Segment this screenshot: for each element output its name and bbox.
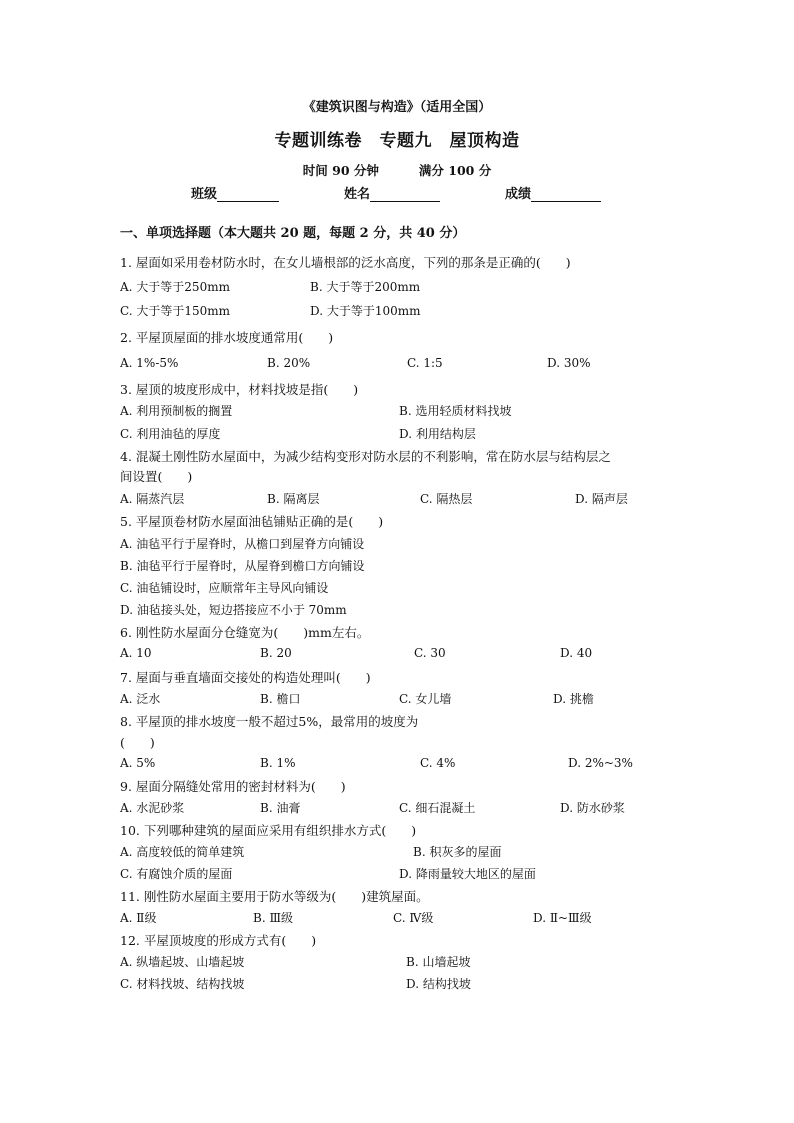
q12-option-c: C. 材料找坡、结构找坡: [120, 977, 245, 991]
question-8: 8. 平屋顶的排水坡度一般不超过5%，最常用的坡度为: [120, 714, 419, 729]
exam-meta: [0, 161, 794, 179]
q3-option-b: B. 选用轻质材料找坡: [399, 404, 512, 418]
full-score: 满分 100 分: [418, 163, 492, 178]
question-8-cont: ( ): [120, 735, 155, 750]
q12-option-b: B. 山墙起坡: [406, 955, 471, 969]
q6-option-c: C. 30: [414, 646, 446, 660]
q3-option-c: C. 利用油毡的厚度: [120, 427, 221, 441]
q2-option-a: A. 1%-5%: [120, 356, 179, 370]
q1-option-c: C. 大于等于150mm: [120, 304, 231, 318]
question-11: 11. 刚性防水屋面主要用于防水等级为( )建筑屋面。: [120, 889, 429, 904]
class-field: 班级: [191, 183, 279, 202]
q11-option-d: D. Ⅱ~Ⅲ级: [533, 911, 592, 925]
grade-blank[interactable]: [531, 188, 601, 202]
q11-option-b: B. Ⅲ级: [253, 911, 294, 925]
q9-option-a: A. 水泥砂浆: [120, 801, 185, 815]
q8-option-b: B. 1%: [260, 756, 296, 770]
q6-option-d: D. 40: [560, 646, 593, 660]
class-blank[interactable]: [217, 188, 279, 202]
q11-option-c: C. Ⅳ级: [393, 911, 434, 925]
section-heading: 一、单项选择题（本大题共 20 题，每题 2 分，共 40 分）: [120, 226, 466, 241]
paper-title: 专题训练卷 专题九 屋顶构造: [274, 131, 520, 151]
q3-option-d: D. 利用结构层: [399, 427, 476, 441]
q2-option-b: B. 20%: [267, 356, 311, 370]
q9-option-b: B. 油膏: [260, 801, 301, 815]
q10-option-b: B. 积灰多的屋面: [413, 845, 502, 859]
q7-option-a: A. 泛水: [120, 692, 161, 706]
question-7: 7. 屋面与垂直墙面交接处的构造处理叫( ): [120, 670, 371, 685]
q10-option-a: A. 高度较低的简单建筑: [120, 845, 245, 859]
q4-option-c: C. 隔热层: [420, 492, 473, 506]
q3-option-a: A. 利用预制板的搁置: [120, 404, 233, 418]
q8-option-a: A. 5%: [120, 756, 156, 770]
q5-option-b: B. 油毡平行于屋脊时，从屋脊到檐口方向铺设: [120, 559, 365, 573]
q10-option-c: C. 有腐蚀介质的屋面: [120, 867, 233, 881]
question-4: 4. 混凝土刚性防水屋面中，为减少结构变形对防水层的不利影响，常在防水层与结构层之: [120, 449, 611, 464]
question-6: 6. 刚性防水屋面分仓缝宽为( )mm左右。: [120, 625, 370, 640]
q8-option-c: C. 4%: [420, 756, 456, 770]
q11-option-a: A. Ⅱ级: [120, 911, 157, 925]
q5-option-c: C. 油毡铺设时，应顺常年主导风向铺设: [120, 581, 329, 595]
q8-option-d: D. 2%~3%: [568, 756, 633, 770]
q10-option-d: D. 降雨量较大地区的屋面: [399, 867, 536, 881]
question-9: 9. 屋面分隔缝处常用的密封材料为( ): [120, 779, 346, 794]
q5-option-d: D. 油毡接头处，短边搭接应不小于 70mm: [120, 603, 347, 617]
q2-option-c: C. 1:5: [407, 356, 443, 370]
question-12: 12. 平屋顶坡度的形成方式有( ): [120, 933, 317, 948]
question-4-cont: 间设置( ): [120, 469, 193, 484]
name-blank[interactable]: [370, 188, 440, 202]
name-field: 姓名: [344, 183, 440, 202]
q12-option-d: D. 结构找坡: [406, 977, 471, 991]
q4-option-a: A. 隔蒸汽层: [120, 492, 185, 506]
question-10: 10. 下列哪种建筑的屋面应采用有组织排水方式( ): [120, 823, 417, 838]
q12-option-a: A. 纵墙起坡、山墙起坡: [120, 955, 245, 969]
q1-option-d: D. 大于等于100mm: [310, 304, 421, 318]
q6-option-b: B. 20: [260, 646, 292, 660]
book-title: 《建筑识图与构造》（适用全国）: [302, 100, 492, 115]
q9-option-c: C. 细石混凝土: [399, 801, 476, 815]
question-1: 1. 屋面如采用卷材防水时，在女儿墙根部的泛水高度，下列的那条是正确的( ): [120, 255, 571, 270]
question-2: 2. 平屋顶屋面的排水坡度通常用( ): [120, 330, 334, 345]
q1-option-a: A. 大于等于250mm: [120, 280, 230, 294]
q6-option-a: A. 10: [120, 646, 152, 660]
q1-option-b: B. 大于等于200mm: [310, 280, 421, 294]
question-5: 5. 平屋顶卷材防水屋面油毡铺贴正确的是( ): [120, 514, 384, 529]
q4-option-d: D. 隔声层: [575, 492, 628, 506]
q2-option-d: D. 30%: [547, 356, 591, 370]
q7-option-b: B. 檐口: [260, 692, 301, 706]
q7-option-d: D. 挑檐: [553, 692, 594, 706]
grade-field: 成绩: [505, 183, 601, 202]
q4-option-b: B. 隔离层: [267, 492, 320, 506]
question-3: 3. 屋顶的坡度形成中，材料找坡是指( ): [120, 382, 359, 397]
q7-option-c: C. 女儿墙: [399, 692, 452, 706]
time-limit: 时间 90 分钟: [302, 163, 379, 178]
q9-option-d: D. 防水砂浆: [560, 801, 625, 815]
q5-option-a: A. 油毡平行于屋脊时，从檐口到屋脊方向铺设: [120, 537, 365, 551]
